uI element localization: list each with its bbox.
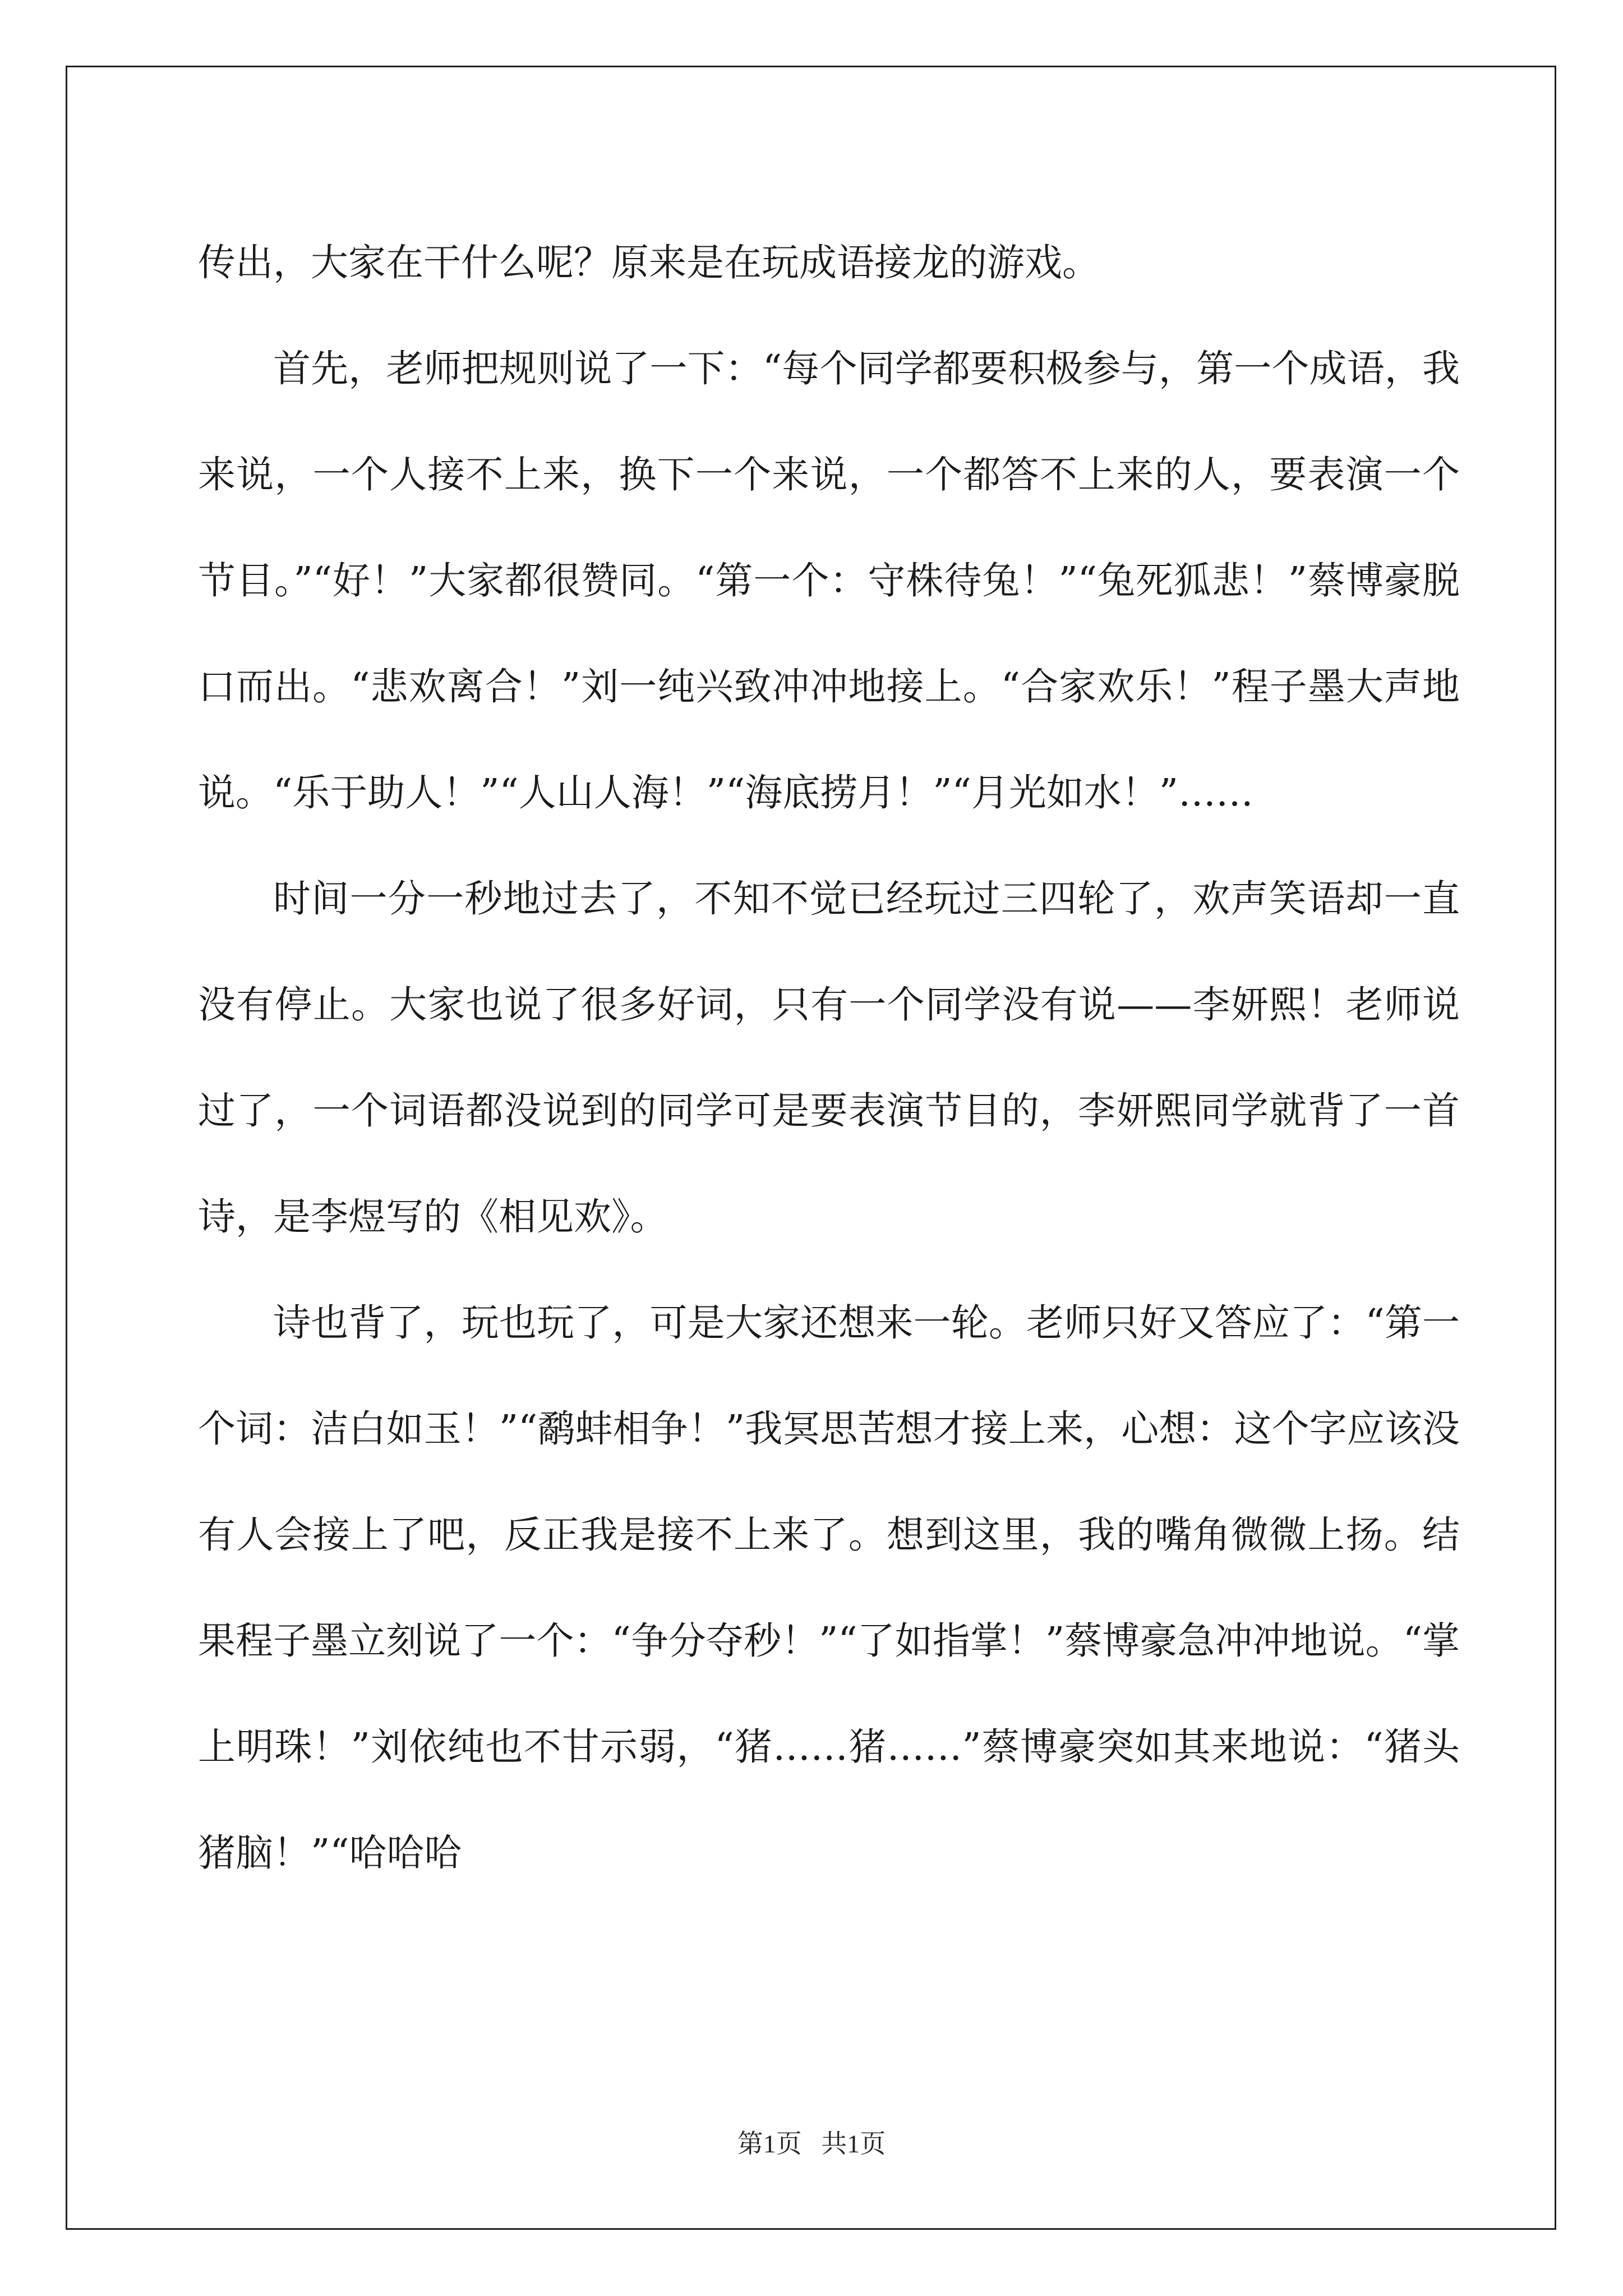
page-footer: 第1页 共1页 xyxy=(737,2129,886,2158)
paragraph-4: 诗也背了，玩也玩了，可是大家还想来一轮。老师只好又答应了：“第一个词：洁白如玉！”“鹬蚌相争！”我冥思苦想才接上来，心想：这个字应该没有人会接上了吧，反正我是接不上来了。想到这里，我的嘴角微微上扬。结果程子墨立刻说了一个：“争分夺秒！”“了如指掌！”蔡博豪急冲冲地说。“掌上明珠！”刘依纯也不甘示弱，“猪……猪……”蔡博豪突如其来地说：“猪头猪脑！”“哈哈哈 xyxy=(198,1301,1460,1875)
paragraph-3: 时间一分一秒地过去了，不知不觉已经玩过三四轮了，欢声笑语却一直没有停止。大家也说了很多好词，只有一个同学没有说——李妍熙！老师说过了，一个词语都没说到的同学可是要表演节目的，李妍熙同学就背了一首诗，是李煜写的《相见欢》。 xyxy=(198,877,1460,1239)
document-body xyxy=(198,210,1460,1906)
paragraph-2: 首先，老师把规则说了一下：“每个同学都要积极参与，第一个成语，我来说，一个人接不上来，换下一个来说，一个都答不上来的人，要表演一个节目。”“好！”大家都很赞同。“第一个：守株待兔！”“兔死狐悲！”蔡博豪脱口而出。“悲欢离合！”刘一纯兴致冲冲地接上。“合家欢乐！”程子墨大声地说。“乐于助人！”“人山人海！”“海底捞月！”“月光如水！”…… xyxy=(198,347,1460,815)
paragraph-1: 传出，大家在干什么呢？原来是在玩成语接龙的游戏。 xyxy=(198,241,1100,284)
